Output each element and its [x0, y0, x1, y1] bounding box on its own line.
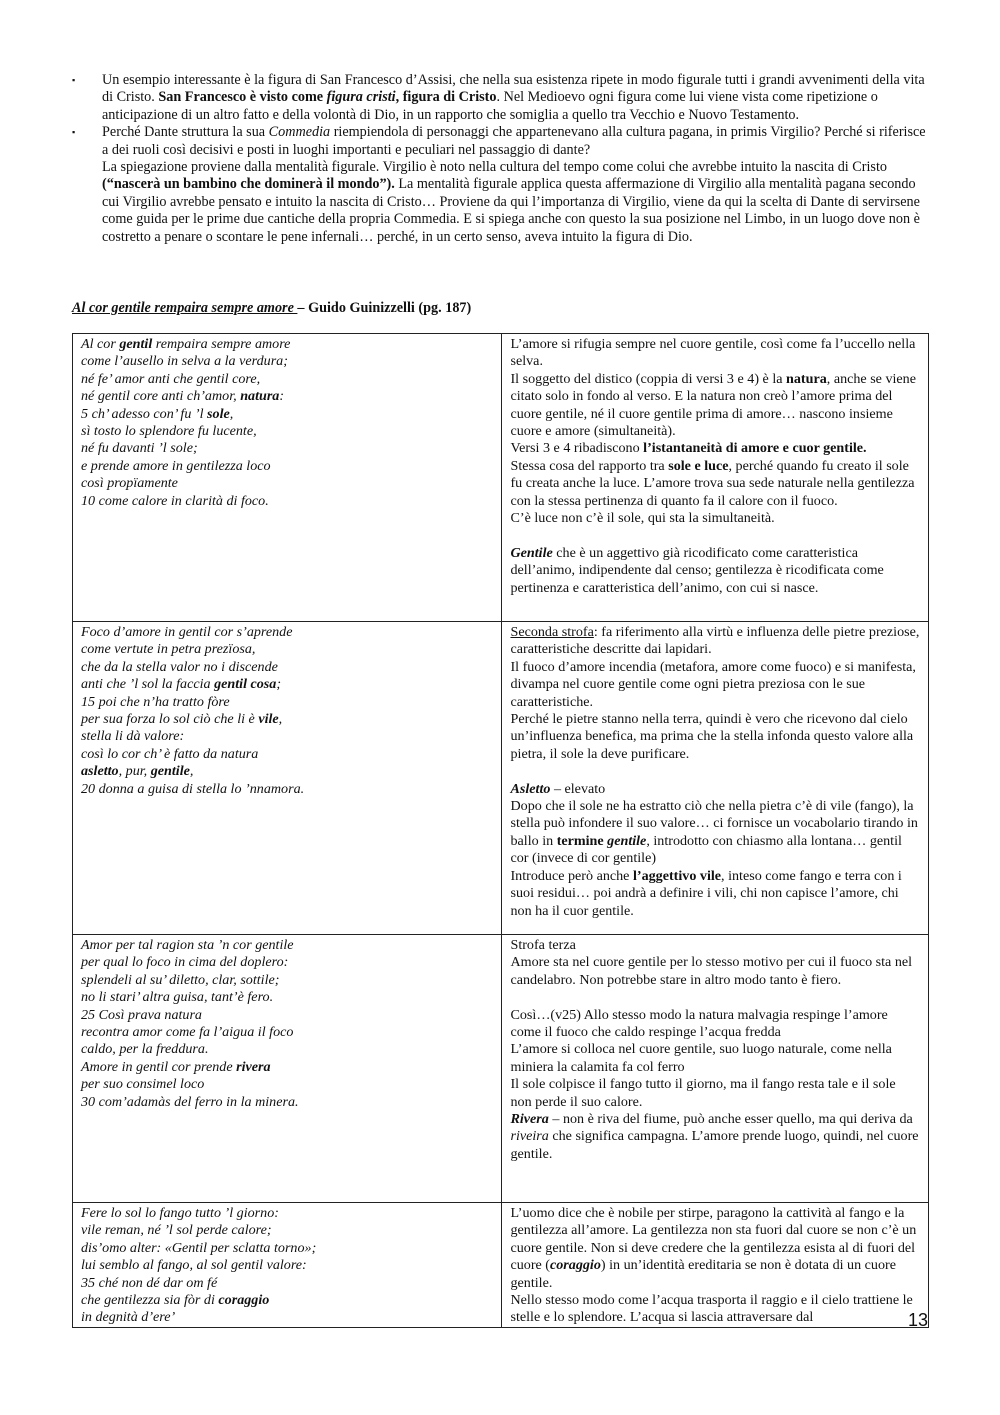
- verse-line: [81, 1094, 493, 1111]
- commentary-paragraph: [510, 1076, 920, 1111]
- commentary-paragraph: [510, 440, 920, 457]
- text-run: Stessa cosa del rapporto tra: [510, 457, 669, 474]
- text-run: Il fuoco d’amore incendia (metafora, amore come fuoco) e si manifesta, divampa nel cuore gentile come ogni pietra preziosa con le sue caratteristiche.: [510, 658, 916, 710]
- verse-line: [81, 493, 493, 510]
- text-run: rempaira sempre amore: [152, 336, 291, 352]
- text-run: ,: [278, 711, 283, 728]
- verse-line: [81, 371, 493, 388]
- verse-line: [81, 624, 493, 641]
- text-run: per sua forza lo sol ciò che li è: [81, 711, 259, 728]
- text-run: per qual lo foco in cima del doplero:: [81, 954, 289, 971]
- commentary-paragraph: [510, 868, 920, 920]
- text-run: riveira: [510, 1128, 549, 1145]
- verse-line: [81, 659, 493, 676]
- verse-line: [81, 1205, 493, 1222]
- bullet-item: [72, 124, 932, 246]
- text-run: (“nascerà un bambino che dominerà il mondo”).: [102, 176, 395, 193]
- text-run: ,: [189, 763, 194, 780]
- verse-line: [81, 388, 493, 405]
- verse-line: [81, 1041, 493, 1058]
- text-run: Rivera: [510, 1111, 549, 1128]
- text-run: per suo consimel loco: [81, 1076, 205, 1093]
- text-run: sì tosto lo splendore fu lucente,: [81, 423, 257, 440]
- poem-commentary-table: [72, 333, 929, 1328]
- verse-line: [81, 1059, 493, 1076]
- text-run: né gentil core anti ch’amor,: [81, 388, 241, 405]
- verse-cell: [73, 1203, 502, 1328]
- commentary-paragraph: [510, 1292, 920, 1327]
- text-run: Il soggetto del distico (coppia di versi 3 e 4) è la: [510, 370, 787, 387]
- text-run: 35 ché non dé dar om fé: [81, 1274, 218, 1291]
- verse-cell: [73, 935, 502, 1203]
- text-run: San Francesco è visto come: [158, 89, 327, 106]
- verse-line: [81, 763, 493, 780]
- text-run: figura cristi: [326, 89, 396, 106]
- text-run: termine: [556, 832, 608, 849]
- text-run: . Nel Medioevo ogni figura come lui viene vista come ripetizione o anticipazione di un altro fatto e della volontà di Dio, in un rapporto che somiglia a quello tra Vecchio e Nuovo Testamento.: [102, 89, 878, 123]
- text-run: : fa riferimento alla virtù e influenza delle pietre preziose, caratteristiche descritte dai lapidari.: [510, 624, 920, 658]
- text-run: coraggio: [218, 1292, 270, 1309]
- verse-line: [81, 676, 493, 693]
- verse-line: [81, 1292, 493, 1309]
- text-run: Strofa terza: [510, 937, 576, 953]
- commentary-paragraph: [510, 954, 920, 989]
- commentary-paragraph: [510, 1205, 920, 1292]
- poem-author: – Guido Guinizzelli (pg. 187): [297, 300, 472, 316]
- text-run: caldo, per la freddura.: [81, 1041, 209, 1058]
- text-run: , introdotto con chiasmo alla lontana… gentil cor (invece di cor gentile): [510, 832, 902, 867]
- commentary-paragraph: [510, 1111, 920, 1163]
- text-run: no li stari’ altra guisa, tant’è fero.: [81, 989, 274, 1006]
- text-run: Al cor: [81, 336, 120, 352]
- verse-line: [81, 406, 493, 423]
- bullet-list: [72, 72, 932, 246]
- verse-line: [81, 423, 493, 440]
- commentary-cell: [502, 1203, 929, 1328]
- text-run: Il sole colpisce il fango tutto il giorno, ma il fango resta tale e il sole non perde il suo calore.: [510, 1076, 896, 1110]
- text-run: :: [279, 388, 285, 405]
- verse-line: [81, 728, 493, 745]
- text-run: Introduce però anche: [510, 867, 633, 884]
- text-run: splendeli al su’ diletto, clar, sottile;: [81, 971, 280, 988]
- text-run: 10 come calore in clarità di foco.: [81, 492, 269, 509]
- commentary-paragraph: [510, 989, 920, 1006]
- commentary-paragraph: [510, 659, 920, 711]
- text-run: l’aggettivo vile: [632, 867, 722, 884]
- verse-cell: [73, 334, 502, 622]
- text-run: gentil cosa: [214, 676, 277, 693]
- commentary-cell: [502, 935, 929, 1203]
- text-run: Seconda strofa: [510, 624, 594, 640]
- verse-cell: [73, 622, 502, 935]
- text-run: Un esempio interessante è la figura di San Francesco d’Assisi, che nella sua esistenza ripete in modo figurale tutti i grandi avvenimenti della vita di Cristo.: [102, 72, 925, 106]
- text-run: 30 com’adamàs del ferro in la minera.: [81, 1093, 299, 1110]
- text-run: – elevato: [550, 780, 606, 797]
- text-run: in degnità d’ere’: [81, 1309, 176, 1326]
- commentary-paragraph: [510, 781, 920, 798]
- text-run: dis’omo alter: «Gentil per sclatta torno»;: [81, 1239, 317, 1256]
- verse-line: [81, 1007, 493, 1024]
- text-run: Versi 3 e 4 ribadiscono: [510, 440, 644, 457]
- text-run: 20 donna a guisa di stella lo ’nnamora.: [81, 780, 305, 797]
- text-run: sole e luce: [668, 457, 729, 474]
- text-run: e prende amore in gentilezza loco: [81, 457, 271, 474]
- text-run: Perché Dante struttura la sua: [102, 124, 269, 141]
- commentary-paragraph: [510, 545, 920, 597]
- text-run: Commedia: [268, 124, 331, 141]
- commentary-paragraph: [510, 711, 920, 763]
- verse-line: [81, 641, 493, 658]
- text-run: vile: [258, 711, 279, 728]
- text-run: ,: [229, 405, 234, 422]
- text-run: anti che ’l sol la faccia: [81, 676, 215, 693]
- commentary-cell: [502, 334, 929, 622]
- text-run: stella li dà valore:: [81, 728, 185, 745]
- commentary-paragraph: [510, 798, 920, 868]
- verse-line: [81, 336, 493, 353]
- commentary-paragraph: [510, 1041, 920, 1076]
- commentary-cell: [502, 622, 929, 935]
- text-run: l’istantaneità di amore e cuor gentile.: [643, 440, 867, 457]
- text-run: 5 ch’ adesso con’ fu ’l: [81, 405, 208, 422]
- verse-line: [81, 353, 493, 370]
- verse-line: [81, 937, 493, 954]
- text-run: La spiegazione proviene dalla mentalità figurale. Virgilio è noto nella cultura del tempo come colui che avrebbe intuito la nascita di Cristo: [102, 159, 887, 176]
- text-run: – non è riva del fiume, può anche esser quello, ma qui deriva da: [548, 1111, 913, 1128]
- text-run: Nello stesso modo come l’acqua trasporta il raggio e il cielo trattiene le stelle e lo splendore. L’acqua si lascia attraversare dal: [510, 1292, 913, 1326]
- table-row: [73, 935, 929, 1203]
- text-run: che gentilezza sia fòr di: [81, 1292, 219, 1309]
- commentary-paragraph: [510, 527, 920, 544]
- bullet-square-icon: ▪: [72, 75, 76, 85]
- text-run: asletto: [81, 763, 119, 780]
- text-run: , figura di Cristo: [395, 89, 497, 106]
- text-run: rivera: [236, 1058, 271, 1075]
- text-run: che significa campagna. L’amore prende luogo, quindi, nel cuore gentile.: [510, 1128, 919, 1162]
- text-run: L’amore si colloca nel cuore gentile, suo luogo naturale, come nella miniera la calamita fa col ferro: [510, 1041, 892, 1075]
- text-run: coraggio: [550, 1257, 601, 1274]
- table-row: [73, 1203, 929, 1328]
- text-run: Fere lo sol lo fango tutto ’l giorno:: [81, 1205, 279, 1221]
- text-run: ;: [276, 676, 282, 693]
- commentary-paragraph: [510, 1007, 920, 1042]
- text-run: La mentalità figurale applica questa affermazione di Virgilio alla mentalità pagana secondo cui Virgilio avrebbe pensato e intuito la nascita di Cristo… Proviene da qui l’importanza di Virgilio, viene da qui la scelta di Dante di servirsene come guida per le prime due cantiche della propria Commedia. E si spiega anche con questo la sua posizione nel Limbo, in un luogo dove non è costretto a penare o scontare le pene infernali… perché, in un certo senso, aveva intuito la figura di Dio.: [102, 176, 920, 245]
- commentary-paragraph: [510, 458, 920, 510]
- text-run: , perché quando fu creato il sole fu creata anche la luce. L’amore trova sua sede naturale nella gentilezza con la stessa pertinenza di quanto fa il calore con il fuoco.: [510, 457, 915, 509]
- verse-line: [81, 746, 493, 763]
- verse-line: [81, 440, 493, 457]
- text-run: L’amore si rifugia sempre nel cuore gentile, così come fa l’uccello nella selva.: [510, 336, 916, 370]
- text-run: lui semblo al fango, al sol gentil valore:: [81, 1257, 307, 1274]
- text-run: gentile: [607, 832, 647, 849]
- verse-line: [81, 1222, 493, 1239]
- text-run: riempiendola di personaggi che appartenevano alla cultura pagana, in primis Virgilio? Perché si riferisce a dei ruoli così decisivi e posti in luoghi importanti e peculiari nel passaggio di dante?: [102, 124, 926, 158]
- text-run: C’è luce non c’è il sole, qui sta la simultaneità.: [510, 510, 775, 527]
- verse-line: [81, 694, 493, 711]
- text-run: sole: [207, 405, 230, 422]
- text-run: né fu davanti ’l sole;: [81, 440, 198, 457]
- text-run: Così…(v25) Allo stesso modo la natura malvagia respinge l’amore come il fuoco che caldo respinge l’acqua fredda: [510, 1006, 888, 1041]
- verse-line: [81, 475, 493, 492]
- text-run: 25 Così prava natura: [81, 1006, 202, 1023]
- text-run: così propïamente: [81, 475, 178, 492]
- verse-line: [81, 1257, 493, 1274]
- text-run: Dopo che il sole ne ha estratto ciò che nella pietra c’è di vile (fango), la stella può infondere il suo valore… ci fornisce un vocabolario tirando in ballo in: [510, 798, 918, 849]
- verse-line: [81, 458, 493, 475]
- text-run: gentile: [150, 763, 190, 780]
- commentary-paragraph: [510, 937, 920, 954]
- verse-line: [81, 1240, 493, 1257]
- commentary-paragraph: [510, 624, 920, 659]
- table-row: [73, 622, 929, 935]
- verse-line: [81, 989, 493, 1006]
- verse-line: [81, 972, 493, 989]
- text-run: Foco d’amore in gentil cor s’aprende: [81, 624, 293, 640]
- commentary-paragraph: [510, 371, 920, 441]
- text-run: Asletto: [510, 780, 551, 797]
- text-run: natura: [240, 388, 280, 405]
- text-run: Amore in gentil cor prende: [81, 1058, 237, 1075]
- verse-line: [81, 1275, 493, 1292]
- text-run: che è un aggettivo già ricodificato come caratteristica dell’animo, indipendente dal censo; gentilezza è ricodificata come pertinenza e caratteristica dell’animo, con cui si nasce.: [510, 544, 884, 596]
- text-run: ) in un’identità ereditaria se non è dotata di un cuore gentile.: [510, 1257, 896, 1291]
- text-run: così lo cor ch’ è fatto da natura: [81, 745, 259, 762]
- bullet-square-icon: ▪: [72, 127, 76, 138]
- page-number: 13: [908, 1310, 929, 1330]
- bullet-item: [72, 72, 932, 124]
- text-run: Perché le pietre stanno nella terra, quindi è vero che ricevono dal cielo un’influenza benefica, ma prima che la stella infonda questo valore alla pietra, il sole la deve purificare.: [510, 711, 914, 762]
- text-run: natura: [786, 370, 827, 387]
- verse-line: [81, 1076, 493, 1093]
- verse-line: [81, 711, 493, 728]
- text-run: Amor per tal ragion sta ’n cor gentile: [81, 937, 294, 953]
- table-row: [73, 334, 929, 622]
- text-run: , anche se viene citato solo in fondo al verso. E la natura non creò l’amore prima del cuore gentile, né il cuore gentile prima di amore… nascono insieme cuore e amore (simultaneità).: [510, 370, 916, 440]
- text-run: Amore sta nel cuore gentile per lo stesso motivo per cui il fuoco sta nel candelabro. Non potrebbe stare in altro modo tanto è fiero.: [510, 954, 913, 988]
- text-run: 15 poi che n’ha tratto fòre: [81, 693, 230, 710]
- text-run: come vertute in petra prezïosa,: [81, 641, 256, 658]
- text-run: che da la stella valor no i discende: [81, 658, 278, 675]
- text-run: recontra amor come fa l’aigua il foco: [81, 1024, 294, 1041]
- text-run: vile reman, né ’l sol perde calore;: [81, 1222, 272, 1239]
- verse-line: [81, 954, 493, 971]
- text-run: né fe’ amor anti che gentil core,: [81, 370, 261, 387]
- text-run: gentil: [119, 336, 153, 352]
- text-run: , pur,: [118, 763, 151, 780]
- commentary-paragraph: [510, 336, 920, 371]
- verse-line: [81, 781, 493, 798]
- text-run: L’uomo dice che è nobile per stirpe, paragono la cattività al fango e la gentilezza all’amore. La gentilezza non sta fuori dal cuore se non c’è un cuore gentile. Non si deve credere che la gentilezza esista al di fuori del cuore (: [510, 1205, 917, 1274]
- section-title: [72, 300, 471, 317]
- commentary-paragraph: [510, 510, 920, 527]
- text-run: Gentile: [510, 544, 553, 561]
- poem-title: Al cor gentile rempaira sempre amore: [72, 300, 298, 316]
- text-run: come l’ausello in selva a la verdura;: [81, 353, 288, 370]
- text-run: , inteso come fango e terra con i suoi residui… poi andrà a definire i vili, chi non capisce l’amore, chi non ha il cuor gentile.: [510, 867, 902, 919]
- commentary-paragraph: [510, 763, 920, 780]
- verse-line: [81, 1309, 493, 1326]
- verse-line: [81, 1024, 493, 1041]
